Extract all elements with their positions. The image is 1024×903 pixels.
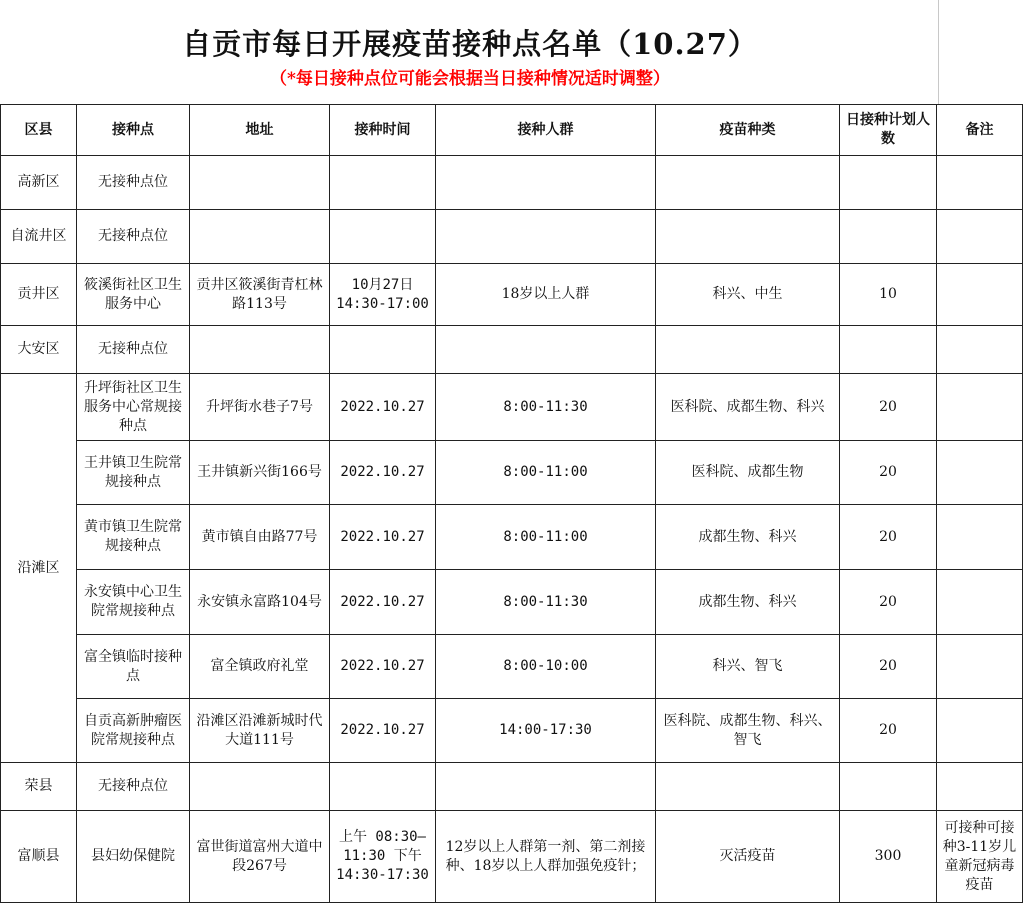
cell-note [937,264,1023,326]
cell-note [937,635,1023,699]
vaccination-sites-table [0,104,1023,903]
header-people: 接种人群 [436,105,656,156]
cell-address [190,156,330,210]
table-row [1,635,1023,699]
cell-people: 8:00-11:30 [436,374,656,441]
cell-plan: 20 [840,505,937,570]
cell-vaccine: 成都生物、科兴 [656,505,840,570]
page-subtitle: （*每日接种点位可能会根据当日接种情况适时调整） [270,69,670,89]
header-plan: 日接种计划人数 [840,105,937,156]
cell-time [330,156,436,210]
cell-site: 无接种点位 [77,210,190,264]
cell-vaccine: 医科院、成都生物、科兴、智飞 [656,699,840,763]
cell-address: 富世街道富州大道中段267号 [190,811,330,903]
cell-address: 王井镇新兴街166号 [190,441,330,505]
cell-plan [840,156,937,210]
cell-plan: 20 [840,441,937,505]
cell-vaccine: 成都生物、科兴 [656,570,840,635]
cell-note [937,763,1023,811]
cell-address: 永安镇永富路104号 [190,570,330,635]
table-row [1,156,1023,210]
cell-site: 无接种点位 [77,326,190,374]
cell-address: 升坪街水巷子7号 [190,374,330,441]
header-vaccine: 疫苗种类 [656,105,840,156]
cell-address [190,763,330,811]
cell-note [937,505,1023,570]
cell-district: 大安区 [1,326,77,374]
cell-district: 沿滩区 [1,374,77,763]
cell-time: 2022.10.27 [330,505,436,570]
cell-district: 高新区 [1,156,77,210]
cell-note [937,156,1023,210]
cell-plan [840,763,937,811]
cell-people: 14:00-17:30 [436,699,656,763]
header-district: 区县 [1,105,77,156]
table-row [1,264,1023,326]
cell-time [330,326,436,374]
cell-time: 2022.10.27 [330,374,436,441]
cell-vaccine: 医科院、成都生物、科兴 [656,374,840,441]
cell-people [436,326,656,374]
cell-people: 18岁以上人群 [436,264,656,326]
table-row [1,811,1023,903]
cell-district: 贡井区 [1,264,77,326]
cell-vaccine: 医科院、成都生物 [656,441,840,505]
header-site: 接种点 [77,105,190,156]
cell-note [937,570,1023,635]
header-row [1,105,1023,156]
cell-address [190,326,330,374]
cell-time: 2022.10.27 [330,699,436,763]
cell-people: 8:00-11:30 [436,570,656,635]
cell-plan: 20 [840,699,937,763]
cell-plan: 20 [840,374,937,441]
cell-site: 无接种点位 [77,763,190,811]
cell-people: 12岁以上人群第一剂、第二剂接种、18岁以上人群加强免疫针； [436,811,656,903]
cell-plan: 20 [840,570,937,635]
cell-vaccine: 灭活疫苗 [656,811,840,903]
header-area [0,0,1024,104]
cell-site: 无接种点位 [77,156,190,210]
cell-vaccine: 科兴、智飞 [656,635,840,699]
cell-people [436,210,656,264]
cell-site: 自贡高新肿瘤医院常规接种点 [77,699,190,763]
table-row [1,570,1023,635]
cell-address: 富全镇政府礼堂 [190,635,330,699]
cell-time: 2022.10.27 [330,570,436,635]
table-row [1,374,1023,441]
cell-address: 沿滩区沿滩新城时代大道111号 [190,699,330,763]
cell-vaccine [656,156,840,210]
cell-time [330,210,436,264]
cell-vaccine [656,763,840,811]
cell-plan [840,210,937,264]
cell-people [436,156,656,210]
cell-site: 永安镇中心卫生院常规接种点 [77,570,190,635]
table-row [1,441,1023,505]
cell-site: 筱溪街社区卫生服务中心 [77,264,190,326]
cell-note [937,210,1023,264]
cell-note [937,699,1023,763]
header-note: 备注 [937,105,1023,156]
cell-time: 2022.10.27 [330,441,436,505]
cell-time: 10月27日 14:30-17:00 [330,264,436,326]
cell-plan: 300 [840,811,937,903]
cell-note [937,374,1023,441]
cell-note [937,326,1023,374]
table-row [1,505,1023,570]
cell-time [330,763,436,811]
cell-address [190,210,330,264]
cell-district: 富顺县 [1,811,77,903]
header-address: 地址 [190,105,330,156]
cell-address: 黄市镇自由路77号 [190,505,330,570]
cell-note [937,441,1023,505]
cell-plan [840,326,937,374]
cell-people: 8:00-11:00 [436,505,656,570]
cell-site: 县妇幼保健院 [77,811,190,903]
table-row [1,699,1023,763]
cell-site: 王井镇卫生院常规接种点 [77,441,190,505]
cell-note: 可接种可接种3-11岁儿童新冠病毒疫苗 [937,811,1023,903]
cell-site: 富全镇临时接种点 [77,635,190,699]
table-row [1,210,1023,264]
page-title: 自贡市每日开展疫苗接种点名单（10.27） [182,27,758,61]
cell-plan: 20 [840,635,937,699]
column-divider [938,0,939,104]
cell-address: 贡井区筱溪街青杠林路113号 [190,264,330,326]
cell-people: 8:00-10:00 [436,635,656,699]
cell-district: 自流井区 [1,210,77,264]
table-row [1,326,1023,374]
cell-people: 8:00-11:00 [436,441,656,505]
cell-vaccine: 科兴、中生 [656,264,840,326]
cell-district: 荣县 [1,763,77,811]
cell-site: 升坪街社区卫生服务中心常规接种点 [77,374,190,441]
cell-vaccine [656,210,840,264]
cell-vaccine [656,326,840,374]
table-row [1,763,1023,811]
cell-people [436,763,656,811]
cell-plan: 10 [840,264,937,326]
cell-site: 黄市镇卫生院常规接种点 [77,505,190,570]
cell-time: 2022.10.27 [330,635,436,699]
header-time: 接种时间 [330,105,436,156]
cell-time: 上午 08:30—11:30 下午14:30-17:30 [330,811,436,903]
